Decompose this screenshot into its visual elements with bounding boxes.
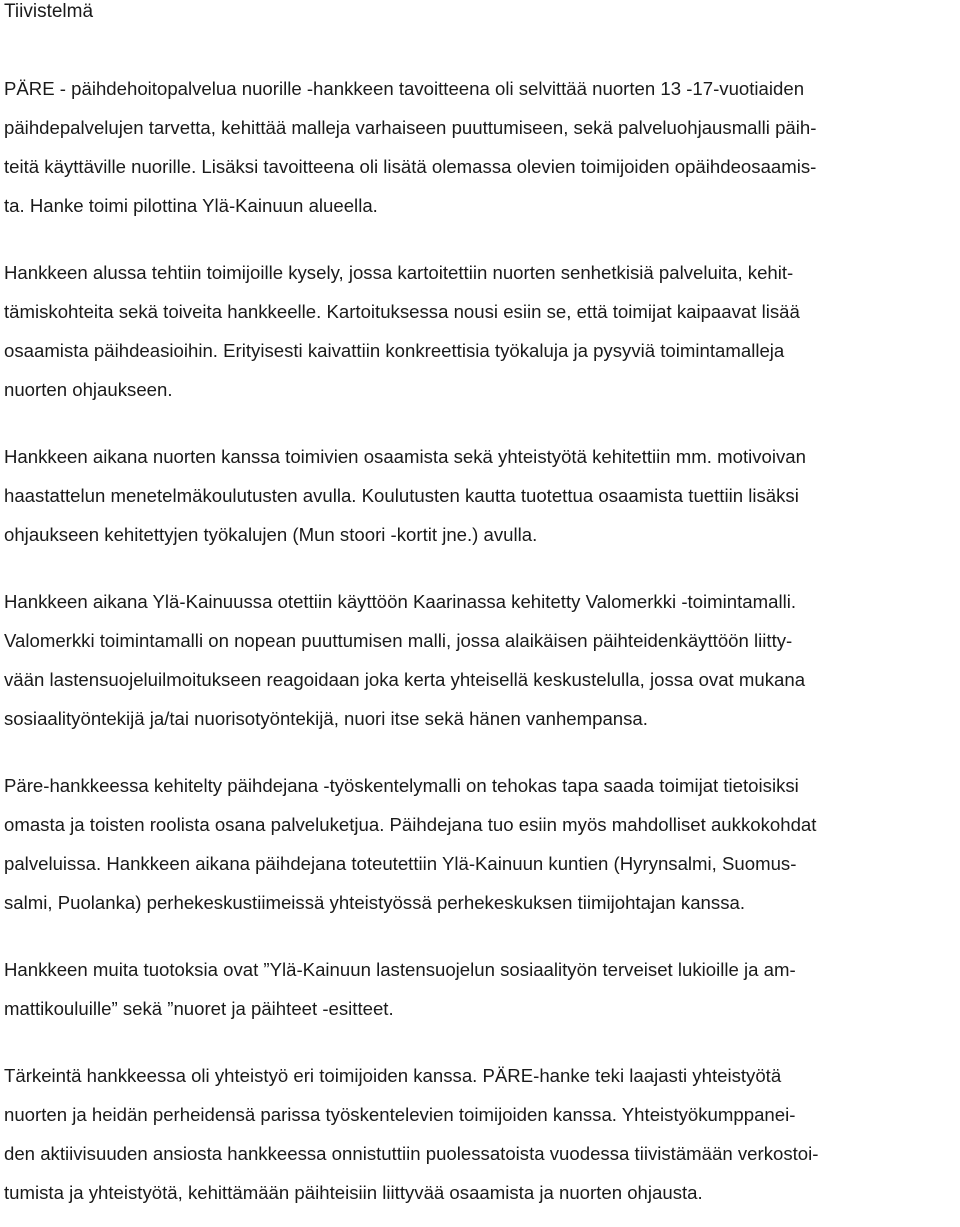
paragraph-line: Hankkeen muita tuotoksia ovat ”Ylä-Kainuun lastensuojelun sosiaalityön terveiset lukioille ja am-	[4, 959, 796, 980]
document-page	[4, 0, 956, 1212]
paragraph-line: Hankkeen aikana Ylä-Kainuussa otettiin käyttöön Kaarinassa kehitetty Valomerkki -toimintamalli.	[4, 591, 797, 612]
paragraph-line: Päre-hankkeessa kehitelty päihdejana -työskentelymalli on tehokas tapa saada toimijat tietoisiksi	[4, 775, 799, 796]
paragraph-line: nuorten ja heidän perheidensä parissa työskentelevien toimijoiden kanssa. Yhteistyökumppanei-	[4, 1104, 796, 1125]
paragraph-line: omasta ja toisten roolista osana palveluketjua. Päihdejana tuo esiin myös mahdolliset aukkokohdat	[4, 814, 817, 835]
paragraph-line: PÄRE - päihdehoitopalvelua nuorille -hankkeen tavoitteena oli selvittää nuorten 13 -17-vuotiaiden	[4, 78, 805, 99]
paragraph-line: den aktiivisuuden ansiosta hankkeessa onnistuttiin puolessatoista vuodessa tiivistämään verkostoi-	[4, 1143, 819, 1164]
paragraph-line: Tärkeintä hankkeessa oli yhteistyö eri toimijoiden kanssa. PÄRE-hanke teki laajasti yhteistyötä	[4, 1065, 782, 1086]
paragraph-line: Hankkeen alussa tehtiin toimijoille kysely, jossa kartoitettiin nuorten senhetkisiä palveluita, kehit-	[4, 262, 794, 283]
document-title: Tiivistelmä	[4, 1, 94, 22]
paragraph-line: mattikouluille” sekä ”nuoret ja päihteet -esitteet.	[4, 998, 394, 1019]
paragraph-line: nuorten ohjaukseen.	[4, 379, 173, 400]
paragraph-paihdejana	[4, 766, 956, 922]
paragraph-line: tämiskohteita sekä toiveita hankkeelle. Kartoituksessa nousi esiin se, että toimijat kaipaavat lisää	[4, 301, 800, 322]
paragraph-line: sosiaalityöntekijä ja/tai nuorisotyöntekijä, nuori itse sekä hänen vanhempansa.	[4, 708, 648, 729]
paragraph-valomerkki	[4, 582, 956, 738]
paragraph-line: ohjaukseen kehitettyjen työkalujen (Mun stoori -kortit jne.) avulla.	[4, 524, 538, 545]
paragraph-line: vään lastensuojeluilmoitukseen reagoidaan joka kerta yhteisellä keskustelulla, jossa ovat mukana	[4, 669, 806, 690]
paragraph-cooperation	[4, 1056, 956, 1212]
paragraph-line: haastattelun menetelmäkoulutusten avulla. Koulutusten kautta tuotettua osaamista tuettiin lisäksi	[4, 485, 799, 506]
paragraph-survey	[4, 253, 956, 409]
paragraph-line: ta. Hanke toimi pilottina Ylä-Kainuun alueella.	[4, 195, 378, 216]
paragraph-line: palveluissa. Hankkeen aikana päihdejana toteutettiin Ylä-Kainuun kuntien (Hyrynsalmi, Suomus-	[4, 853, 797, 874]
paragraph-line: teitä käyttäville nuorille. Lisäksi tavoitteena oli lisätä olemassa olevien toimijoiden opäihdeosaamis-	[4, 156, 817, 177]
paragraph-training	[4, 437, 956, 554]
paragraph-line: salmi, Puolanka) perhekeskustiimeissä yhteistyössä perhekeskuksen tiimijohtajan kanssa.	[4, 892, 745, 913]
paragraph-outputs	[4, 950, 956, 1028]
paragraph-line: päihdepalvelujen tarvetta, kehittää malleja varhaiseen puuttumiseen, sekä palveluohjausmalli päih-	[4, 117, 817, 138]
paragraph-goals	[4, 69, 956, 225]
paragraph-line: tumista ja yhteistyötä, kehittämään päihteisiin liittyvää osaamista ja nuorten ohjausta.	[4, 1182, 703, 1203]
paragraph-line: osaamista päihdeasioihin. Erityisesti kaivattiin konkreettisia työkaluja ja pysyviä toimintamalleja	[4, 340, 785, 361]
paragraph-line: Valomerkki toimintamalli on nopean puuttumisen malli, jossa alaikäisen päihteidenkäyttöön liitty-	[4, 630, 793, 651]
paragraph-line: Hankkeen aikana nuorten kanssa toimivien osaamista sekä yhteistyötä kehitettiin mm. motivoivan	[4, 446, 806, 467]
